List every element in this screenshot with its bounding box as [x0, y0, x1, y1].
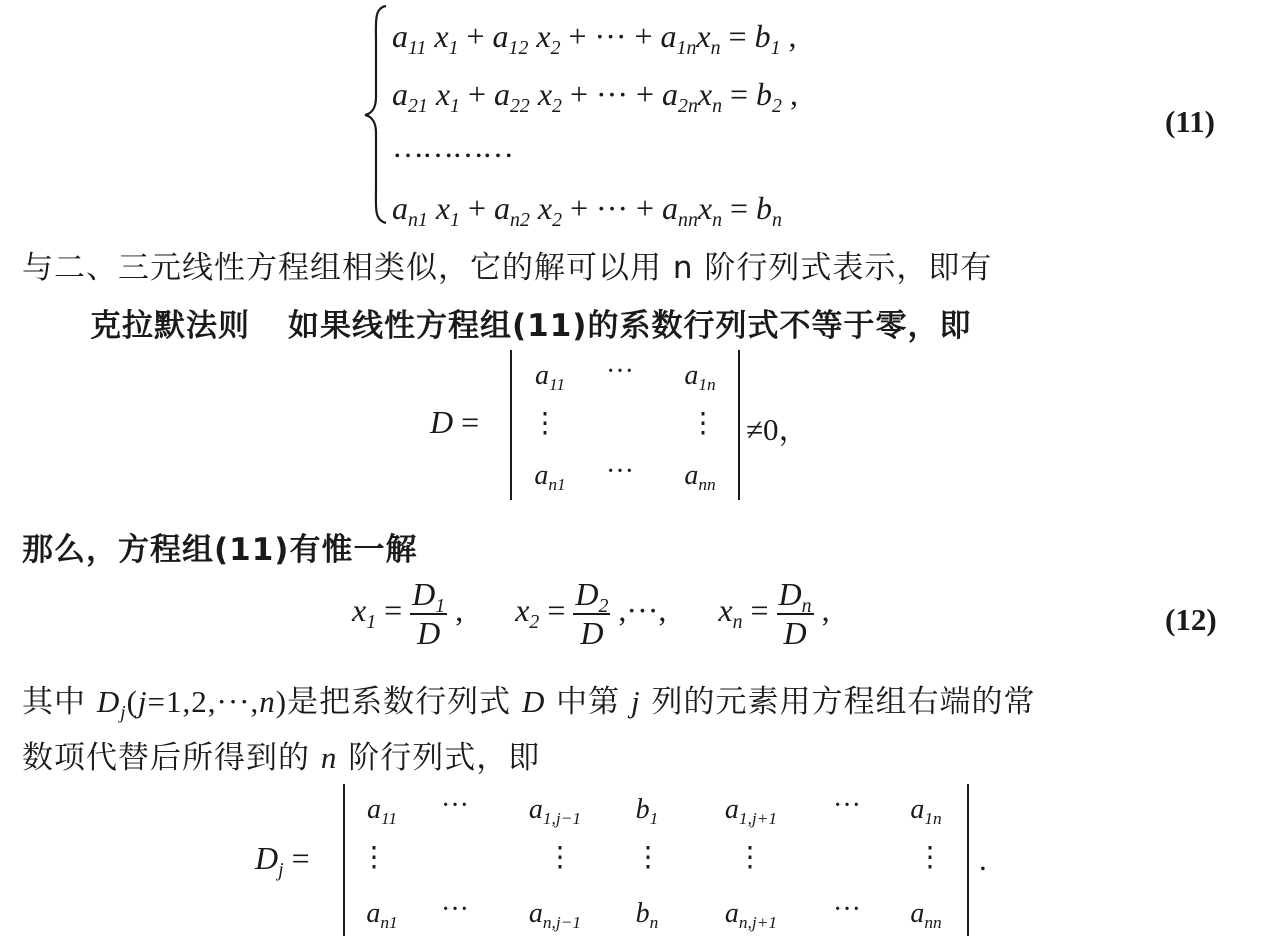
det-Dj-cell: $b_n$ — [635, 898, 659, 933]
determinant-D-label: D = — [430, 404, 480, 440]
paragraph-intro — [22, 242, 992, 287]
cramer-rule-title: 克拉默法则 — [90, 308, 250, 344]
det-D-cell: ··· — [606, 456, 634, 487]
cramer-rule-statement: 如果线性方程组(11)的系数行列式不等于零，即 — [288, 308, 972, 344]
determinant-D — [430, 348, 850, 508]
system-line-2: $a_{21}$ $x_1 + a_{22}$ $x_2$ + ··· + $a_{2n}x_n = b_2$ , — [392, 76, 798, 117]
determinant-Dj-left-bar — [343, 784, 345, 936]
det-Dj-cell: ⋮ — [634, 842, 662, 873]
det-Dj-cell: ··· — [833, 790, 861, 821]
det-Dj-cell: $a_{n1}$ — [366, 898, 398, 933]
det-Dj-cell: $a_{11}$ — [366, 794, 398, 829]
determinant-Dj-label: $D_j$ = — [255, 840, 310, 881]
det-Dj-cell: $a_{n,j-1}$ — [528, 898, 582, 933]
cramer-rule-heading — [90, 300, 971, 345]
det-Dj-cell: $b_1$ — [635, 794, 659, 829]
solution-x1: $x_1$ = $\frac{D_1}{D}$ , — [352, 576, 464, 651]
paragraph-Dj-definition-line2: 数项代替后所得到的 n 阶行列式，即 — [22, 740, 541, 776]
system-line-1: $a_{11}$ $x_1 + a_{12}$ $x_2$ + ··· + $a_{1n}x_n = b_1$ , — [392, 18, 797, 59]
system-line-4: $a_{n1}$ $x_1 + a_{n2}$ $x_2$ + ··· + $a_{nn}x_n = b_n$ — [392, 190, 782, 231]
determinant-Dj-right-bar — [967, 784, 969, 936]
det-Dj-cell: $a_{1,j+1}$ — [724, 794, 778, 829]
det-D-cell: ⋮ — [689, 408, 717, 439]
determinant-D-right-bar — [738, 350, 740, 500]
determinant-D-left-bar — [510, 350, 512, 500]
solution-xn: $x_n$ = $\frac{D_n}{D}$ , — [718, 576, 830, 651]
det-D-cell: ⋮ — [531, 408, 559, 439]
solution-x2: $x_2$ = $\frac{D_2}{D}$ ,···, — [515, 576, 667, 651]
det-Dj-cell: $a_{n,j+1}$ — [724, 898, 778, 933]
det-D-cell: $a_{1n}$ — [684, 360, 716, 395]
det-D-cell: ··· — [606, 356, 634, 387]
equation-system — [362, 0, 962, 230]
determinant-Dj — [255, 782, 1015, 942]
det-Dj-cell: ⋮ — [916, 842, 944, 873]
det-D-cell: $a_{n1}$ — [534, 460, 566, 495]
det-Dj-cell: ⋮ — [360, 842, 388, 873]
det-Dj-cell: $a_{1,j-1}$ — [528, 794, 582, 829]
det-Dj-cell: ··· — [441, 790, 469, 821]
det-Dj-cell: $a_{1n}$ — [910, 794, 942, 829]
paragraph-unique-solution: 那么，方程组(11)有惟一解 — [22, 532, 418, 568]
det-D-cell: $a_{nn}$ — [684, 460, 716, 495]
det-Dj-cell: ··· — [441, 894, 469, 925]
det-Dj-cell: ··· — [833, 894, 861, 925]
det-Dj-cell: ⋮ — [736, 842, 764, 873]
system-line-3: ………… — [392, 128, 512, 164]
determinant-D-suffix: ≠0， — [746, 412, 810, 447]
paragraph-Dj-definition-line1: 其中 $D_j(j=1,2,\cdot\cdot\cdot,n)$是把系数行列式 D 中第 j 列的元素用方程组右端的常 — [22, 684, 1036, 724]
equation-number-12: (12) — [1165, 602, 1217, 637]
equation-number-11: (11) — [1165, 104, 1215, 139]
determinant-Dj-suffix: . — [979, 842, 987, 877]
paragraph-intro-text: 与二、三元线性方程组相类似，它的解可以用 n 阶行列式表示，即有 — [22, 250, 993, 286]
left-brace-icon — [362, 2, 392, 227]
det-D-cell: $a_{11}$ — [534, 360, 566, 395]
det-Dj-cell: $a_{nn}$ — [910, 898, 942, 933]
solution-formula — [352, 576, 830, 652]
det-Dj-cell: ⋮ — [546, 842, 574, 873]
